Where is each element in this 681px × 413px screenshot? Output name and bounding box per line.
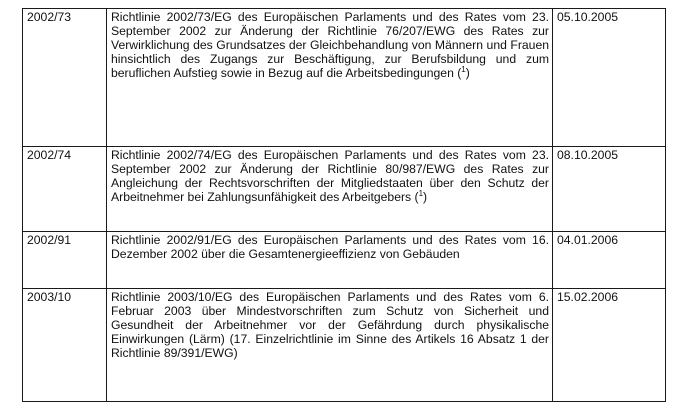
table-row bbox=[23, 289, 666, 402]
directive-number: 2002/91 bbox=[23, 232, 107, 289]
directive-text: Richtlinie 2002/91/EG des Europäischen Parlaments und des Rates vom 16. Dezember 2002 über die Gesamtenergieeffizienz von Gebäuden bbox=[111, 233, 549, 262]
directive-text: Richtlinie 2002/73/EG des Europäischen Parlaments und des Rates vom 23. September 2002 zur Änderung der Richtlinie 76/207/EWG des Rates zur Verwirklichung des Grundsatzes der Gleichbehandlung von Männern und Frauen hinsichtlich des Zugangs zur Beschäftigung, zur Berufsbildung und zum beruflichen Aufstieg sowie in Bezug auf die Arbeitsbedingungen bbox=[111, 10, 549, 81]
directive-text: Richtlinie 2003/10/EG des Europäischen Parlaments und des Rates vom 6. Februar 2003 über Mindestvorschriften zum Schutz von Sicherheit und Gesundheit der Arbeitnehmer vor der Gefährdung durch physikalische Einwirkungen (Lärm) (17. Einzelrichtlinie im Sinne des Artikels 16 Absatz 1 der Richtlinie 89/391/EWG) bbox=[111, 290, 549, 361]
table-row bbox=[23, 147, 666, 232]
footnote-ref: ($^1$) bbox=[457, 65, 470, 81]
directives-table bbox=[22, 8, 666, 402]
directive-number: 2003/10 bbox=[23, 289, 107, 402]
directive-number: 2002/73 bbox=[23, 9, 107, 147]
table-row bbox=[23, 232, 666, 289]
transposition-date: 04.01.2006 bbox=[553, 232, 666, 289]
directive-description bbox=[107, 232, 553, 289]
directive-text: Richtlinie 2002/74/EG des Europäischen Parlaments und des Rates vom 23. September 2002 zur Änderung der Richtlinie 80/987/EWG des Rates zur Angleichung der Rechtsvorschriften der Mitgliedstaaten über den Schutz der Arbeitnehmer bei Zahlungsunfähigkeit des Arbeitgebers bbox=[111, 148, 549, 205]
directive-description bbox=[107, 9, 553, 147]
directive-description bbox=[107, 147, 553, 232]
footnote-ref: ($^1$) bbox=[414, 189, 428, 205]
transposition-date: 05.10.2005 bbox=[553, 9, 666, 147]
transposition-date: 15.02.2006 bbox=[553, 289, 666, 402]
transposition-date: 08.10.2005 bbox=[553, 147, 666, 232]
directive-description bbox=[107, 289, 553, 402]
directive-number: 2002/74 bbox=[23, 147, 107, 232]
table-row bbox=[23, 9, 666, 147]
